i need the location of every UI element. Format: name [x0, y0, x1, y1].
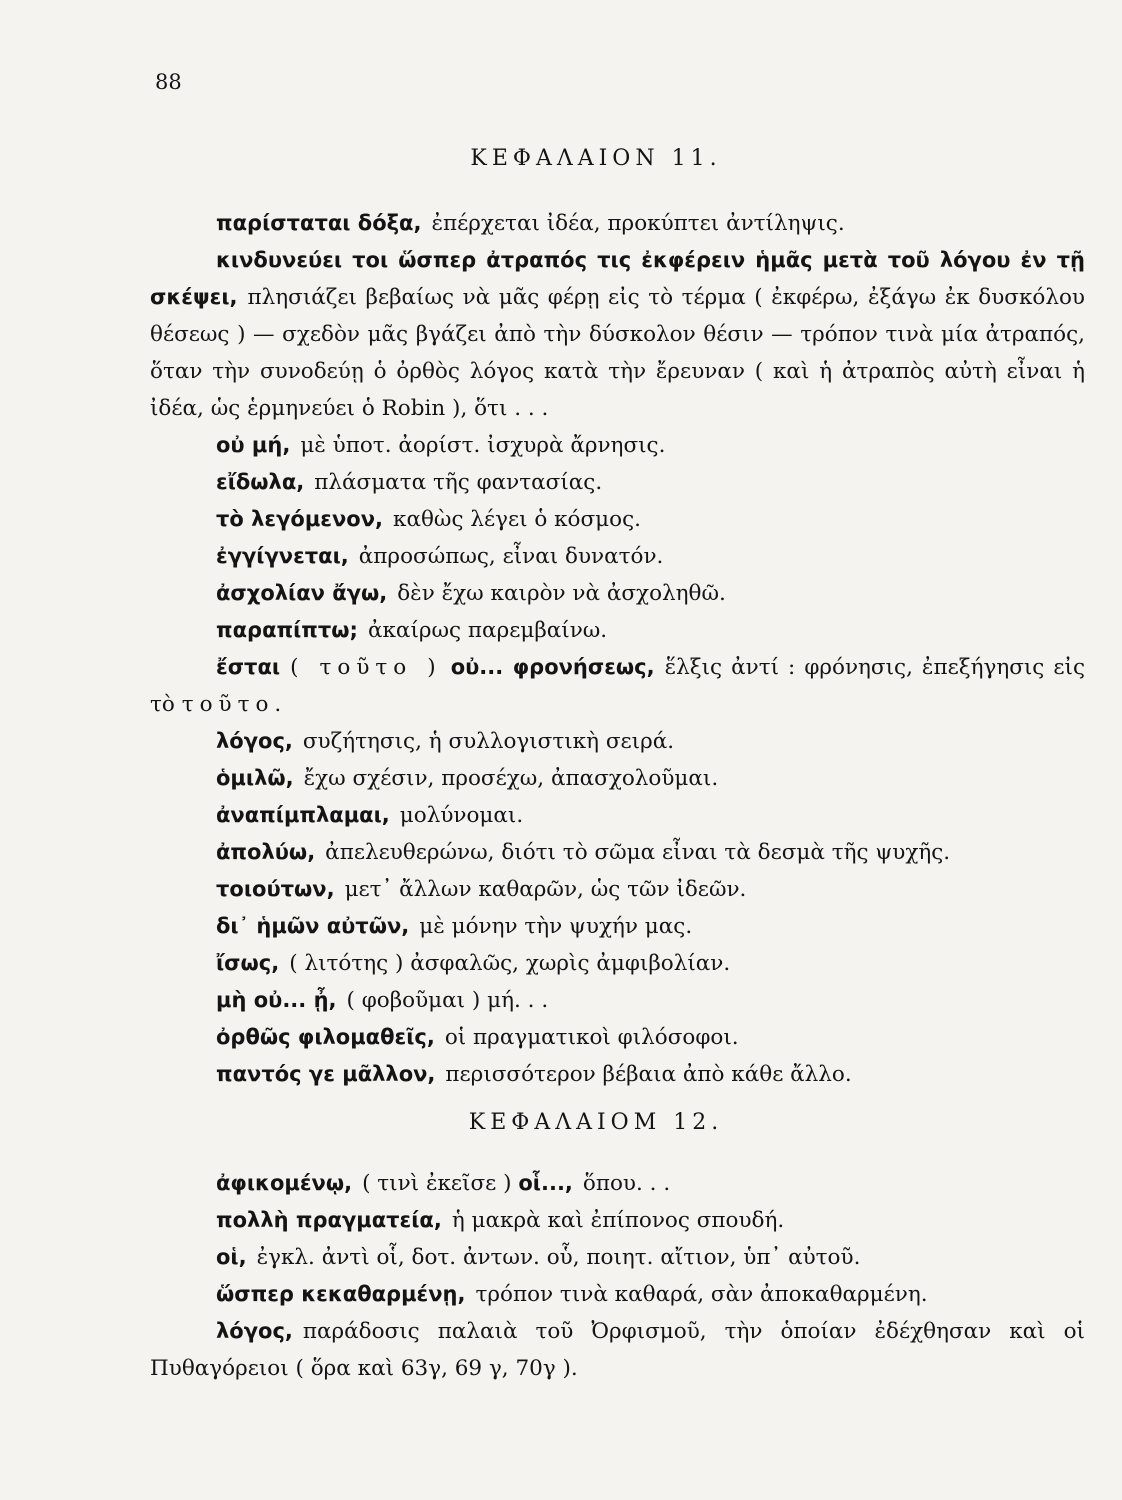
- glossary-term: παντός γε μᾶλλον,: [216, 1062, 436, 1086]
- glossary-entry: [150, 1019, 1085, 1056]
- glossary-definition: μετ᾽ ἄλλων καθαρῶν, ὡς τῶν ἰδεῶν.: [344, 877, 747, 902]
- glossary-definition: ἔχω σχέσιν, προσέχω, ἀπασχολοῦμαι.: [303, 766, 719, 791]
- glossary-definition: οἱ πραγματικοὶ φιλόσοφοι.: [444, 1025, 739, 1050]
- glossary-definition: δὲν ἔχω καιρὸν νὰ ἀσχοληθῶ.: [397, 581, 726, 606]
- glossary-entry: [150, 982, 1085, 1019]
- glossary-term: τοιούτων,: [216, 877, 335, 901]
- glossary-term: ἀναπίμπλαμαι,: [216, 803, 390, 827]
- glossary-definition: ( λιτότης ) ἀσφαλῶς, χωρὶς ἀμφιβολίαν.: [289, 951, 731, 976]
- glossary-entry: [150, 205, 1085, 242]
- glossary-entry: [150, 1276, 1085, 1313]
- glossary-entry: [150, 649, 1085, 723]
- glossary-definition: παράδοσις παλαιὰ τοῦ Ὀρφισμοῦ, τὴν ὁποίαν ἐδέχθησαν καὶ οἱ Πυθαγόρειοι ( ὅρα καὶ 63γ, 69 γ, 70γ ).: [150, 1319, 1085, 1381]
- glossary-entry: [150, 760, 1085, 797]
- glossary-definition: ( τινὶ ἐκεῖσε ): [362, 1171, 512, 1196]
- glossary-definition: ( φοβοῦμαι ) μή. . .: [346, 988, 549, 1013]
- glossary-definition: ὅπου. . .: [582, 1171, 671, 1196]
- glossary-definition: μὲ μόνην τὴν ψυχήν μας.: [419, 914, 693, 939]
- glossary-entry: [150, 501, 1085, 538]
- glossary-definition: μὲ ὑποτ. ἀορίστ. ἰσχυρὰ ἄρνησις.: [300, 433, 666, 458]
- glossary-term: λόγος,: [216, 729, 293, 753]
- glossary-term: οἱ,: [216, 1245, 247, 1269]
- chapter-12-glossary: [150, 1165, 1085, 1387]
- glossary-term: οὐ... φρονήσεως,: [450, 655, 655, 679]
- glossary-entry: [150, 575, 1085, 612]
- glossary-definition: ἀκαίρως παρεμβαίνω.: [367, 618, 608, 643]
- glossary-entry: [150, 427, 1085, 464]
- glossary-definition: ἀπροσώπως, εἶναι δυνατόν.: [358, 544, 664, 569]
- glossary-entry: [150, 945, 1085, 982]
- glossary-term: ὥσπερ κεκαθαρμένῃ,: [216, 1282, 466, 1306]
- glossary-term: πολλὴ πραγματεία,: [216, 1208, 442, 1232]
- glossary-spaced-word: τοῦτο.: [181, 692, 288, 717]
- glossary-parenthetical: ( τοῦτο ): [290, 655, 442, 680]
- glossary-entry: [150, 1056, 1085, 1093]
- glossary-definition: μολύνομαι.: [399, 803, 524, 828]
- chapter-11-heading: ΚΕΦΑΛΑΙΟΝ 11.: [470, 146, 722, 171]
- glossary-entry: [150, 908, 1085, 945]
- glossary-definition: ἀπελευθερώνω, διότι τὸ σῶμα εἶναι τὰ δεσμὰ τῆς ψυχῆς.: [325, 840, 951, 865]
- glossary-term: ἀφικομένῳ,: [216, 1171, 353, 1195]
- glossary-term: ἀσχολίαν ἄγω,: [216, 581, 388, 605]
- page-number: 88: [155, 70, 182, 94]
- glossary-term: ὀρθῶς φιλομαθεῖς,: [216, 1025, 435, 1049]
- glossary-entry: [150, 538, 1085, 575]
- glossary-definition: τρόπον τινὰ καθαρά, σὰν ἀποκαθαρμένη.: [475, 1282, 928, 1307]
- glossary-term: παραπίπτω;: [216, 618, 358, 642]
- glossary-definition: συζήτησις, ἡ συλλογιστικὴ σειρά.: [302, 729, 675, 754]
- glossary-definition: πλησιάζει βεβαίως νὰ μᾶς φέρῃ εἰς τὸ τέρμα ( ἐκφέρω, ἐξάγω ἐκ δυσκόλου θέσεως ) — σχεδὸν μᾶς βγάζει ἀπὸ τὴν δύσκολον θέσιν — τρόπον τινὰ μία ἀτραπός, ὅταν τὴν συνοδεύῃ ὁ ὀρθὸς λόγος κατὰ τὴν ἔρευναν ( καὶ ἡ ἀτραπὸς αὐτὴ εἶναι ἡ ἰδέα, ὡς ἑρμηνεύει ὁ Robin ), ὅτι . . .: [150, 285, 1085, 421]
- glossary-term: δι᾽ ἡμῶν αὐτῶν,: [216, 914, 410, 938]
- glossary-entry: [150, 797, 1085, 834]
- glossary-term: ἔσται: [216, 655, 281, 679]
- glossary-entry: [150, 871, 1085, 908]
- glossary-definition: ἕλξις ἀντί : φρόνησις, ἐπεξήγησις εἰς τὸ: [150, 655, 1085, 717]
- glossary-term: εἴδωλα,: [216, 470, 305, 494]
- glossary-entry: [150, 464, 1085, 501]
- glossary-term: παρίσταται δόξα,: [216, 211, 422, 235]
- glossary-definition: περισσότερον βέβαια ἀπὸ κάθε ἄλλο.: [445, 1062, 852, 1087]
- glossary-entry: [150, 834, 1085, 871]
- chapter-12-heading: ΚΕΦΑΛΑΙΟΜ 12.: [468, 1110, 724, 1135]
- glossary-entry: [150, 1165, 1085, 1202]
- glossary-definition: καθὼς λέγει ὁ κόσμος.: [393, 507, 641, 532]
- chapter-11-glossary: [150, 205, 1085, 1093]
- glossary-definition: ἡ μακρὰ καὶ ἐπίπονος σπουδή.: [451, 1208, 785, 1233]
- glossary-term: ὁμιλῶ,: [216, 766, 294, 790]
- glossary-term: οὐ μή,: [216, 433, 291, 457]
- glossary-entry: [150, 242, 1085, 427]
- glossary-term: ἴσως,: [216, 951, 280, 975]
- glossary-definition: πλάσματα τῆς φαντασίας.: [314, 470, 603, 495]
- glossary-term: τὸ λεγόμενον,: [216, 507, 384, 531]
- glossary-entry: [150, 1202, 1085, 1239]
- glossary-term: κινδυνεύει τοι ὥσπερ ἀτραπός τις ἐκφέρειν ἡμᾶς μετὰ τοῦ λόγου ἐν τῇ σκέψει,: [150, 248, 1085, 309]
- glossary-term: λόγος,: [216, 1319, 293, 1343]
- glossary-term: οἷ...,: [518, 1171, 573, 1195]
- glossary-entry: [150, 612, 1085, 649]
- glossary-entry: [150, 1239, 1085, 1276]
- glossary-term: μὴ οὐ... ᾖ,: [216, 988, 337, 1012]
- glossary-term: ἀπολύω,: [216, 840, 316, 864]
- glossary-definition: ἐπέρχεται ἰδέα, προκύπτει ἀντίληψις.: [431, 211, 845, 236]
- glossary-definition: ἐγκλ. ἀντὶ οἷ, δοτ. ἀντων. οὗ, ποιητ. αἴτιον, ὑπ᾽ αὐτοῦ.: [256, 1245, 861, 1270]
- glossary-entry: [150, 723, 1085, 760]
- glossary-entry: [150, 1313, 1085, 1387]
- glossary-term: ἐγγίγνεται,: [216, 544, 349, 568]
